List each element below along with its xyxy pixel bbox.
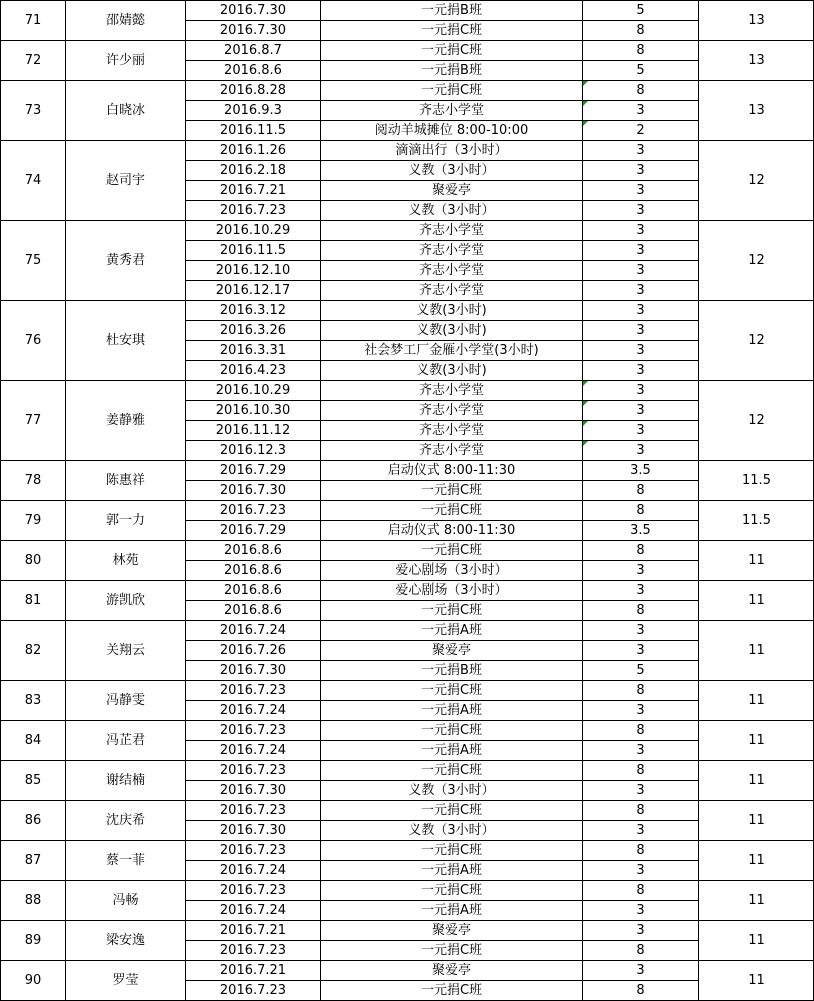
activity-cell[interactable]: 一元捐C班	[321, 721, 583, 741]
date-cell[interactable]: 2016.7.30	[186, 821, 321, 841]
activity-cell[interactable]: 一元捐C班	[321, 501, 583, 521]
hours-cell[interactable]: 5	[583, 61, 699, 81]
hours-cell[interactable]	[583, 121, 699, 141]
date-cell[interactable]: 2016.12.10	[186, 261, 321, 281]
hours-cell[interactable]: 5	[583, 1, 699, 21]
date-cell[interactable]: 2016.7.21	[186, 961, 321, 981]
row-number-cell[interactable]: 72	[1, 41, 66, 81]
hours-cell[interactable]: 8	[583, 981, 699, 1001]
hours-cell[interactable]	[583, 401, 699, 421]
hours-cell[interactable]: 8	[583, 501, 699, 521]
date-cell[interactable]: 2016.7.23	[186, 941, 321, 961]
activity-cell[interactable]: 一元捐A班	[321, 621, 583, 641]
activity-cell[interactable]: 滴滴出行（3小时）	[321, 141, 583, 161]
total-hours-cell[interactable]: 11	[699, 761, 814, 801]
date-cell[interactable]: 2016.10.30	[186, 401, 321, 421]
activity-cell[interactable]: 一元捐C班	[321, 681, 583, 701]
date-cell[interactable]: 2016.7.24	[186, 701, 321, 721]
hours-cell[interactable]: 3	[583, 701, 699, 721]
hours-cell[interactable]: 3	[583, 621, 699, 641]
hours-cell[interactable]: 3	[583, 581, 699, 601]
date-cell[interactable]: 2016.7.23	[186, 501, 321, 521]
hours-value: 2	[636, 123, 645, 138]
hours-cell[interactable]: 3	[583, 141, 699, 161]
date-cell[interactable]: 2016.4.23	[186, 361, 321, 381]
activity-cell[interactable]: 聚爱亭	[321, 921, 583, 941]
activity-cell[interactable]: 启动仪式 8:00-11:30	[321, 461, 583, 481]
date-cell[interactable]: 2016.7.23	[186, 721, 321, 741]
total-hours-cell[interactable]: 11	[699, 541, 814, 581]
date-cell[interactable]: 2016.7.24	[186, 861, 321, 881]
total-hours-cell[interactable]: 12	[699, 221, 814, 301]
volunteer-name-cell[interactable]: 邵婧懿	[66, 1, 186, 41]
date-cell[interactable]: 2016.7.23	[186, 881, 321, 901]
row-number-cell[interactable]: 81	[1, 581, 66, 621]
hours-cell[interactable]: 3	[583, 261, 699, 281]
date-cell[interactable]: 2016.3.26	[186, 321, 321, 341]
total-hours-cell[interactable]: 12	[699, 141, 814, 221]
total-hours-cell[interactable]: 11	[699, 621, 814, 681]
volunteer-name-cell[interactable]: 梁安逸	[66, 921, 186, 961]
activity-cell[interactable]: 齐志小学堂	[321, 241, 583, 261]
hours-cell[interactable]: 3.5	[583, 521, 699, 541]
hours-value: 3	[636, 423, 645, 438]
date-cell[interactable]: 2016.7.23	[186, 681, 321, 701]
hours-cell[interactable]: 3	[583, 861, 699, 881]
hours-cell[interactable]: 8	[583, 601, 699, 621]
activity-cell[interactable]: 一元捐C班	[321, 761, 583, 781]
date-cell[interactable]: 2016.11.5	[186, 121, 321, 141]
activity-cell[interactable]: 齐志小学堂	[321, 221, 583, 241]
date-cell[interactable]: 2016.8.6	[186, 61, 321, 81]
table-row	[1, 381, 814, 401]
hours-cell[interactable]: 3	[583, 181, 699, 201]
volunteer-name-cell[interactable]: 郭一力	[66, 501, 186, 541]
date-cell[interactable]: 2016.9.3	[186, 101, 321, 121]
hours-value: 3	[636, 443, 645, 458]
date-cell[interactable]: 2016.7.23	[186, 801, 321, 821]
table-row	[1, 301, 814, 321]
volunteer-name-cell[interactable]: 林苑	[66, 541, 186, 581]
hours-cell[interactable]: 3	[583, 241, 699, 261]
hours-cell[interactable]: 8	[583, 721, 699, 741]
activity-cell[interactable]: 聚爱亭	[321, 641, 583, 661]
date-cell[interactable]: 2016.7.24	[186, 901, 321, 921]
number-stored-as-text-indicator-icon	[583, 421, 588, 426]
table-row	[1, 761, 814, 781]
activity-cell[interactable]: 社会梦工厂金雁小学堂(3小时)	[321, 341, 583, 361]
row-number-cell[interactable]: 83	[1, 681, 66, 721]
activity-cell[interactable]: 聚爱亭	[321, 181, 583, 201]
number-stored-as-text-indicator-icon	[583, 441, 588, 446]
table-row	[1, 81, 814, 101]
volunteer-name-cell[interactable]: 游凯欣	[66, 581, 186, 621]
volunteer-name-cell[interactable]: 陈惠祥	[66, 461, 186, 501]
date-cell[interactable]: 2016.2.18	[186, 161, 321, 181]
date-cell[interactable]: 2016.7.21	[186, 921, 321, 941]
date-cell[interactable]: 2016.11.5	[186, 241, 321, 261]
date-cell[interactable]: 2016.7.30	[186, 21, 321, 41]
date-cell[interactable]: 2016.11.12	[186, 421, 321, 441]
total-hours-cell[interactable]: 11	[699, 881, 814, 921]
activity-cell[interactable]: 启动仪式 8:00-11:30	[321, 521, 583, 541]
activity-cell[interactable]: 义教（3小时）	[321, 821, 583, 841]
row-number-cell[interactable]: 77	[1, 381, 66, 461]
total-hours-cell[interactable]: 11	[699, 581, 814, 621]
hours-cell[interactable]: 8	[583, 41, 699, 61]
date-cell[interactable]: 2016.3.31	[186, 341, 321, 361]
date-cell[interactable]: 2016.7.23	[186, 761, 321, 781]
hours-cell[interactable]	[583, 421, 699, 441]
table-row	[1, 221, 814, 241]
total-hours-cell[interactable]: 11	[699, 681, 814, 721]
table-row	[1, 41, 814, 61]
hours-cell[interactable]: 3	[583, 561, 699, 581]
date-cell[interactable]: 2016.10.29	[186, 221, 321, 241]
total-hours-cell[interactable]: 11	[699, 841, 814, 881]
volunteer-name-cell[interactable]: 罗莹	[66, 961, 186, 1001]
date-cell[interactable]: 2016.7.30	[186, 781, 321, 801]
hours-cell[interactable]: 8	[583, 541, 699, 561]
activity-cell[interactable]: 聚爱亭	[321, 961, 583, 981]
row-number-cell[interactable]: 82	[1, 621, 66, 681]
date-cell[interactable]: 2016.8.28	[186, 81, 321, 101]
date-cell[interactable]: 2016.7.23	[186, 981, 321, 1001]
hours-cell[interactable]: 3	[583, 161, 699, 181]
volunteer-name-cell[interactable]: 赵司宇	[66, 141, 186, 221]
table-row	[1, 581, 814, 601]
activity-cell[interactable]: 齐志小学堂	[321, 441, 583, 461]
table-row	[1, 621, 814, 641]
row-number-cell[interactable]: 79	[1, 501, 66, 541]
row-number-cell[interactable]: 74	[1, 141, 66, 221]
table-row	[1, 141, 814, 161]
date-cell[interactable]: 2016.7.30	[186, 661, 321, 681]
activity-cell[interactable]: 一元捐C班	[321, 841, 583, 861]
volunteer-name-cell[interactable]: 沈庆希	[66, 801, 186, 841]
hours-cell[interactable]: 8	[583, 481, 699, 501]
hours-cell[interactable]: 3	[583, 321, 699, 341]
table-body	[1, 1, 814, 1001]
volunteer-name-cell[interactable]: 姜静雅	[66, 381, 186, 461]
activity-cell[interactable]: 齐志小学堂	[321, 101, 583, 121]
date-cell[interactable]: 2016.1.26	[186, 141, 321, 161]
date-cell[interactable]: 2016.7.26	[186, 641, 321, 661]
hours-cell[interactable]: 3	[583, 781, 699, 801]
date-cell[interactable]: 2016.7.30	[186, 1, 321, 21]
hours-cell[interactable]: 3	[583, 961, 699, 981]
activity-cell[interactable]: 一元捐C班	[321, 541, 583, 561]
date-cell[interactable]: 2016.8.6	[186, 561, 321, 581]
volunteer-name-cell[interactable]: 白晓冰	[66, 81, 186, 141]
table-row	[1, 461, 814, 481]
hours-cell[interactable]: 3	[583, 301, 699, 321]
activity-cell[interactable]: 义教（3小时）	[321, 201, 583, 221]
hours-cell[interactable]: 3	[583, 641, 699, 661]
activity-cell[interactable]: 一元捐C班	[321, 21, 583, 41]
activity-cell[interactable]: 一元捐A班	[321, 741, 583, 761]
date-cell[interactable]: 2016.3.12	[186, 301, 321, 321]
row-number-cell[interactable]: 75	[1, 221, 66, 301]
activity-cell[interactable]: 齐志小学堂	[321, 421, 583, 441]
hours-cell[interactable]: 5	[583, 661, 699, 681]
hours-cell[interactable]: 3	[583, 281, 699, 301]
hours-cell[interactable]: 8	[583, 681, 699, 701]
table-row	[1, 881, 814, 901]
activity-cell[interactable]: 一元捐B班	[321, 661, 583, 681]
row-number-cell[interactable]: 84	[1, 721, 66, 761]
total-hours-cell[interactable]: 12	[699, 301, 814, 381]
activity-cell[interactable]: 一元捐C班	[321, 981, 583, 1001]
date-cell[interactable]: 2016.7.29	[186, 521, 321, 541]
date-cell[interactable]: 2016.7.23	[186, 841, 321, 861]
activity-cell[interactable]: 一元捐A班	[321, 861, 583, 881]
date-cell[interactable]: 2016.12.3	[186, 441, 321, 461]
number-stored-as-text-indicator-icon	[583, 101, 588, 106]
hours-cell[interactable]: 3	[583, 821, 699, 841]
activity-cell[interactable]: 一元捐A班	[321, 701, 583, 721]
activity-cell[interactable]: 义教(3小时)	[321, 301, 583, 321]
activity-cell[interactable]: 义教(3小时)	[321, 361, 583, 381]
total-hours-cell[interactable]: 11	[699, 961, 814, 1001]
row-number-cell[interactable]: 71	[1, 1, 66, 41]
total-hours-cell[interactable]: 13	[699, 41, 814, 81]
hours-value: 3	[636, 103, 645, 118]
activity-cell[interactable]: 一元捐C班	[321, 41, 583, 61]
date-cell[interactable]: 2016.8.6	[186, 581, 321, 601]
activity-cell[interactable]: 齐志小学堂	[321, 261, 583, 281]
hours-value: 8	[636, 83, 645, 98]
number-stored-as-text-indicator-icon	[583, 81, 588, 86]
row-number-cell[interactable]: 89	[1, 921, 66, 961]
hours-value: 3	[636, 383, 645, 398]
hours-cell[interactable]: 3	[583, 741, 699, 761]
activity-cell[interactable]: 齐志小学堂	[321, 381, 583, 401]
hours-cell[interactable]: 3	[583, 341, 699, 361]
hours-cell[interactable]: 3	[583, 901, 699, 921]
activity-cell[interactable]: 义教（3小时）	[321, 161, 583, 181]
hours-cell[interactable]: 3	[583, 221, 699, 241]
number-stored-as-text-indicator-icon	[583, 381, 588, 386]
date-cell[interactable]: 2016.7.30	[186, 481, 321, 501]
total-hours-cell[interactable]: 11	[699, 801, 814, 841]
hours-cell[interactable]: 8	[583, 881, 699, 901]
date-cell[interactable]: 2016.8.7	[186, 41, 321, 61]
row-number-cell[interactable]: 85	[1, 761, 66, 801]
volunteer-name-cell[interactable]: 冯静雯	[66, 681, 186, 721]
date-cell[interactable]: 2016.7.23	[186, 201, 321, 221]
date-cell[interactable]: 2016.8.6	[186, 541, 321, 561]
activity-cell[interactable]: 一元捐B班	[321, 1, 583, 21]
row-number-cell[interactable]: 88	[1, 881, 66, 921]
activity-cell[interactable]: 阅动羊城摊位 8:00-10:00	[321, 121, 583, 141]
total-hours-cell[interactable]: 11	[699, 921, 814, 961]
date-cell[interactable]: 2016.7.21	[186, 181, 321, 201]
activity-cell[interactable]: 一元捐C班	[321, 481, 583, 501]
volunteer-name-cell[interactable]: 黄秀君	[66, 221, 186, 301]
activity-cell[interactable]: 一元捐C班	[321, 801, 583, 821]
date-cell[interactable]: 2016.7.24	[186, 741, 321, 761]
number-stored-as-text-indicator-icon	[583, 121, 588, 126]
table-row	[1, 841, 814, 861]
hours-cell[interactable]: 3	[583, 201, 699, 221]
activity-cell[interactable]: 一元捐C班	[321, 81, 583, 101]
hours-cell[interactable]	[583, 381, 699, 401]
volunteer-name-cell[interactable]: 冯芷君	[66, 721, 186, 761]
activity-cell[interactable]: 一元捐A班	[321, 901, 583, 921]
table-row	[1, 501, 814, 521]
volunteer-name-cell[interactable]: 蔡一菲	[66, 841, 186, 881]
table-row	[1, 801, 814, 821]
hours-cell[interactable]	[583, 81, 699, 101]
hours-cell[interactable]: 8	[583, 941, 699, 961]
table-row	[1, 961, 814, 981]
activity-cell[interactable]: 齐志小学堂	[321, 401, 583, 421]
row-number-cell[interactable]: 73	[1, 81, 66, 141]
table-row	[1, 1, 814, 21]
row-number-cell[interactable]: 87	[1, 841, 66, 881]
volunteer-name-cell[interactable]: 冯畅	[66, 881, 186, 921]
hours-cell[interactable]: 3.5	[583, 461, 699, 481]
total-hours-cell[interactable]: 11	[699, 721, 814, 761]
row-number-cell[interactable]: 90	[1, 961, 66, 1001]
total-hours-cell[interactable]: 13	[699, 1, 814, 41]
date-cell[interactable]: 2016.10.29	[186, 381, 321, 401]
total-hours-cell[interactable]: 12	[699, 381, 814, 461]
total-hours-cell[interactable]: 13	[699, 81, 814, 141]
table-row	[1, 681, 814, 701]
table-row	[1, 541, 814, 561]
row-number-cell[interactable]: 80	[1, 541, 66, 581]
hours-cell[interactable]	[583, 101, 699, 121]
activity-cell[interactable]: 爱心剧场（3小时）	[321, 581, 583, 601]
row-number-cell[interactable]: 76	[1, 301, 66, 381]
activity-cell[interactable]: 一元捐C班	[321, 881, 583, 901]
row-number-cell[interactable]: 78	[1, 461, 66, 501]
activity-cell[interactable]: 一元捐C班	[321, 601, 583, 621]
hours-cell[interactable]: 8	[583, 841, 699, 861]
table-row	[1, 921, 814, 941]
activity-cell[interactable]: 义教（3小时）	[321, 781, 583, 801]
hours-cell[interactable]: 3	[583, 361, 699, 381]
hours-cell[interactable]	[583, 441, 699, 461]
row-number-cell[interactable]: 86	[1, 801, 66, 841]
activity-cell[interactable]: 一元捐C班	[321, 941, 583, 961]
date-cell[interactable]: 2016.12.17	[186, 281, 321, 301]
hours-value: 3	[636, 403, 645, 418]
number-stored-as-text-indicator-icon	[583, 401, 588, 406]
total-hours-cell[interactable]: 11.5	[699, 501, 814, 541]
hours-cell[interactable]: 8	[583, 761, 699, 781]
activity-cell[interactable]: 一元捐B班	[321, 61, 583, 81]
volunteer-name-cell[interactable]: 许少丽	[66, 41, 186, 81]
date-cell[interactable]: 2016.7.29	[186, 461, 321, 481]
activity-cell[interactable]: 义教(3小时)	[321, 321, 583, 341]
hours-cell[interactable]: 3	[583, 921, 699, 941]
volunteer-name-cell[interactable]: 关翔云	[66, 621, 186, 681]
activity-cell[interactable]: 齐志小学堂	[321, 281, 583, 301]
total-hours-cell[interactable]: 11.5	[699, 461, 814, 501]
volunteer-name-cell[interactable]: 杜安琪	[66, 301, 186, 381]
table-row	[1, 721, 814, 741]
activity-cell[interactable]: 爱心剧场（3小时）	[321, 561, 583, 581]
volunteer-name-cell[interactable]: 谢结楠	[66, 761, 186, 801]
date-cell[interactable]: 2016.8.6	[186, 601, 321, 621]
hours-cell[interactable]: 8	[583, 21, 699, 41]
date-cell[interactable]: 2016.7.24	[186, 621, 321, 641]
hours-cell[interactable]: 8	[583, 801, 699, 821]
